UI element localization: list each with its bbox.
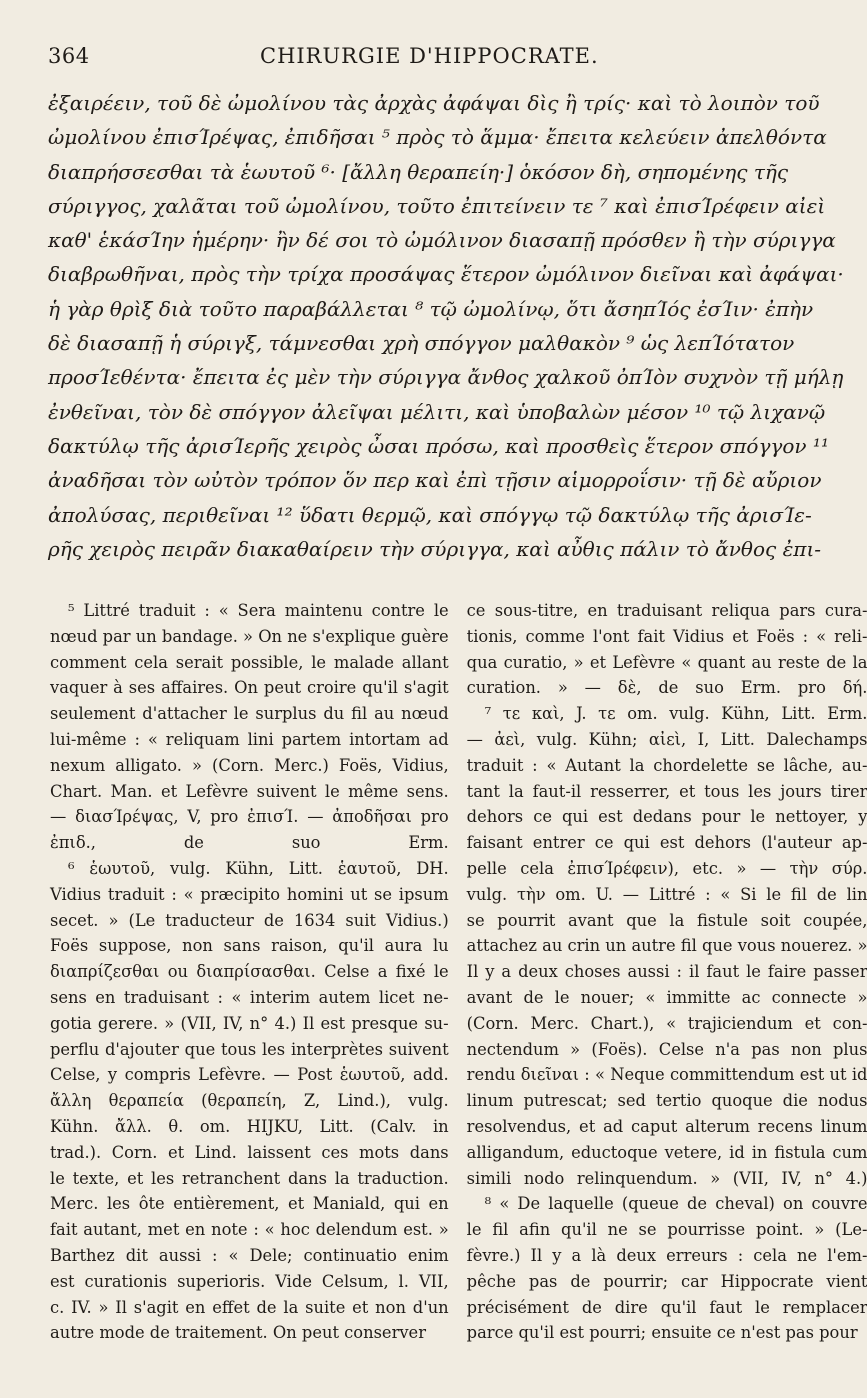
footnote-line: tionis, comme l'ont fait Vidius et Foës : « reli- [466, 626, 867, 646]
footnote-line: parce qu'il est pourri; ensuite ce n'est pas pour [466, 1323, 858, 1343]
greek-main-text [48, 86, 844, 566]
footnote-line: pelle cela ἐπισΊρέφειν), etc. » — τὴν σύρ. [466, 858, 867, 878]
greek-text-line: ἐξαιρέειν, τοῦ δὲ ὠμολίνου τὰς ἀρχὰς ἀφάψαι δὶς ἢ τρίς· καὶ τὸ λοιπὸν τοῦ [48, 91, 820, 115]
footnote-line: ⁵ Littré traduit : « Sera maintenu contre le [68, 601, 449, 620]
greek-text-line: δακτύλῳ τῆς ἀρισΊερῆς χειρὸς ὦσαι πρόσω, καὶ προσθεὶς ἕτερον σπόγγον ¹¹ [48, 433, 829, 458]
footnote-line: Celse, y compris Lefèvre. — Post ἑωυτοῦ, add. [50, 1065, 449, 1085]
footnote-line: — ἀεὶ, vulg. Kühn; αἰεὶ, I, Litt. Dalechamps [466, 729, 867, 749]
footnotes [50, 598, 867, 1380]
footnote-line: curation. » — δὲ, de suo Erm. pro δή. [466, 678, 867, 698]
page-header [48, 44, 778, 76]
footnote-line: gotia gerere. » (VII, IV, n° 4.) Il est presque su- [50, 1013, 449, 1033]
footnote-line: nœud par un bandage. » On ne s'explique guère [50, 626, 449, 646]
greek-text-line: προσΊεθέντα· ἔπειτα ἐς μὲν τὴν σύριγγα ἄνθος χαλκοῦ ὀπΊὸν συχνὸν τῇ μήλῃ [48, 365, 844, 390]
footnote-line: est curationis superioris. Vide Celsum, l. VII, [50, 1271, 449, 1291]
footnote-line: ἄλλη θεραπεία (θεραπείη, Z, Lind.), vulg. [50, 1091, 449, 1111]
greek-text-line: ὠμολίνου ἐπισΊρέψας, ἐπιδῆσαι ⁵ πρὸς τὸ ἅμμα· ἔπειτα κελεύειν ἀπελθόντα [48, 125, 827, 150]
footnote-line: nexum alligato. » (Corn. Merc.) Foës, Vidius, [50, 755, 449, 775]
footnote-line: trad.). Corn. et Lind. laissent ces mots dans [50, 1142, 449, 1162]
greek-text-line: σύριγγος, χαλᾶται τοῦ ὠμολίνου, τοῦτο ἐπιτείνειν τε ⁷ καὶ ἐπισΊρέφειν αἰεὶ [48, 193, 826, 218]
page-number: 364 [48, 44, 90, 68]
footnote-line: fèvre.) Il y a là deux erreurs : cela ne l'em- [466, 1245, 867, 1265]
footnote-line: autre mode de traitement. On peut conserver [50, 1323, 426, 1343]
footnote-line: Foës suppose, non sans raison, qu'il aura lu [50, 936, 449, 956]
footnote-line: lui-même : « reliquam lini partem intortam ad [50, 729, 449, 749]
greek-text-line: ἡ γὰρ θρὶξ διὰ τοῦτο παραβάλλεται ⁸ τῷ ὠμολίνῳ, ὅτι ἄσηπΊός ἐσΊιν· ἐπὴν [48, 296, 814, 321]
footnote-line: — διασΊρέψας, V, pro ἐπισΊ. — ἀποδῆσαι pro [50, 807, 449, 827]
footnote-line: le fil afin qu'il ne se pourrisse point. » (Le- [466, 1220, 867, 1240]
footnote-line: ce sous-titre, en traduisant reliqua pars cura- [466, 601, 867, 620]
footnote-line: qua curatio, » et Lefèvre « quant au reste de la [466, 652, 867, 672]
footnote-line: ⁷ τε καὶ, J. τε om. vulg. Kühn, Litt. Erm. [484, 704, 867, 724]
footnote-line: perflu d'ajouter que tous les interprètes suivent [50, 1039, 449, 1059]
footnote-line: se pourrit avant que la fistule soit coupée, [466, 910, 867, 930]
footnote-line: le texte, et les retranchent dans la traduction. [50, 1168, 449, 1188]
footnote-line: Merc. les ôte entièrement, et Maniald, qui en [50, 1194, 449, 1214]
footnote-line: attachez au crin un autre fil que vous nouerez. » [466, 936, 867, 956]
footnote-line: seulement d'attacher le surplus du fil au nœud [50, 704, 449, 724]
footnote-line: linum putrescat; sed tertio quoque die nodus [466, 1091, 867, 1111]
footnote-line: resolvendus, et ad caput alterum recens linum [466, 1116, 867, 1136]
footnote-line: c. IV. » Il s'agit en effet de la suite et non d'un [50, 1297, 449, 1317]
footnote-line: comment cela serait possible, le malade allant [50, 652, 449, 672]
running-title: CHIRURGIE D'HIPPOCRATE. [260, 44, 599, 68]
greek-text-line: διαπρήσσεσθαι τὰ ἑωυτοῦ ⁶· [ἄλλη θεραπείη·] ὁκόσον δὴ, σηπομένης τῆς [48, 159, 789, 184]
greek-text-line: ἀναδῆσαι τὸν ωὐτὸν τρόπον ὅν περ καὶ ἐπὶ τῇσιν αἱμορροΐσιν· τῇ δὲ αὔριον [48, 468, 822, 493]
greek-text-line: ρῆς χειρὸς πειρᾶν διακαθαίρειν τὴν σύριγγα, καὶ αὖθις πάλιν τὸ ἄνθος ἐπι- [48, 536, 822, 561]
footnote-line: Barthez dit aussi : « Dele; continuatio enim [50, 1245, 449, 1265]
footnote-line: traduit : « Autant la chordelette se lâche, au- [466, 755, 867, 775]
footnote-line: διαπρίζεσθαι ou διαπρίσασθαι. Celse a fixé le [50, 962, 449, 982]
footnote-line: ⁶ ἑωυτοῦ, vulg. Kühn, Litt. ἑαυτοῦ, DH. [68, 858, 449, 878]
footnote-line: vaquer à ses affaires. On peut croire qu'il s'agit [50, 678, 449, 698]
footnote-line: alligandum, eductoque vetere, id in fistula cum [466, 1142, 867, 1162]
footnote-line: sens en traduisant : « interim autem licet ne- [50, 987, 449, 1007]
footnote-line: pêche pas de pourrir; car Hippocrate vient [466, 1271, 867, 1291]
footnote-line: (Corn. Merc. Chart.), « trajiciendum et con- [466, 1013, 867, 1033]
footnote-line: Il y a deux choses aussi : il faut le faire passer [466, 962, 867, 982]
footnote-line: précisément de dire qu'il faut le remplacer [466, 1297, 867, 1317]
footnote-line: Vidius traduit : « præcipito homini ut se ipsum [50, 884, 449, 904]
footnote-line: faisant entrer ce qui est dehors (l'auteur ap- [466, 833, 867, 853]
footnote-line: dehors ce qui est dedans pour le nettoyer, y [466, 807, 867, 827]
footnote-line: secet. » (Le traducteur de 1634 suit Vidius.) [50, 910, 449, 930]
footnotes-left-column [50, 598, 449, 1380]
footnote-line: rendu διεῖναι : « Neque committendum est ut id [466, 1065, 867, 1085]
footnote-line: nectendum » (Foës). Celse n'a pas non plus [466, 1039, 867, 1059]
greek-text-line: καθ' ἑκάσΊην ἡμέρην· ἢν δέ σοι τὸ ὠμόλινον διασαπῇ πρόσθεν ἢ τὴν σύριγγα [48, 228, 836, 253]
footnote-line: vulg. τὴν om. U. — Littré : « Si le fil de lin [466, 884, 867, 904]
footnote-line: ⁸ « De laquelle (queue de cheval) on couvre [484, 1194, 867, 1214]
footnote-line: Chart. Man. et Lefèvre suivent le même sens. [50, 781, 449, 801]
footnote-line: fait autant, met en note : « hoc delendum est. » [50, 1220, 449, 1240]
greek-text-line: ἐνθεῖναι, τὸν δὲ σπόγγον ἀλεῖψαι μέλιτι, καὶ ὑποβαλὼν μέσον ¹⁰ τῷ λιχανῷ [48, 399, 826, 424]
footnote-line: ἐπιδ., de suo Erm. [50, 833, 449, 853]
footnotes-right-column [467, 598, 867, 1380]
footnote-line: Kühn. ἄλλ. θ. om. HIJKU, Litt. (Calv. in [50, 1116, 449, 1136]
footnote-line: avant de le nouer; « immitte ac connecte » [466, 987, 867, 1007]
greek-text-line: ἀπολύσας, περιθεῖναι ¹² ὕδατι θερμῷ, καὶ σπόγγῳ τῷ δακτύλῳ τῆς ἀρισΊε- [48, 502, 812, 527]
greek-text-line: δὲ διασαπῇ ἡ σύριγξ, τάμνεσθαι χρὴ σπόγγον μαλθακὸν ⁹ ὡς λεπΊότατον [48, 331, 795, 356]
footnote-line: tant la faut-il resserrer, et tous les jours tirer [466, 781, 867, 801]
greek-text-line: διαβρωθῆναι, πρὸς τὴν τρίχα προσάψας ἕτερον ὠμόλινον διεῖναι καὶ ἀφάψαι· [48, 262, 844, 287]
footnote-line: simili nodo relinquendum. » (VII, IV, n° 4.) [466, 1168, 867, 1188]
